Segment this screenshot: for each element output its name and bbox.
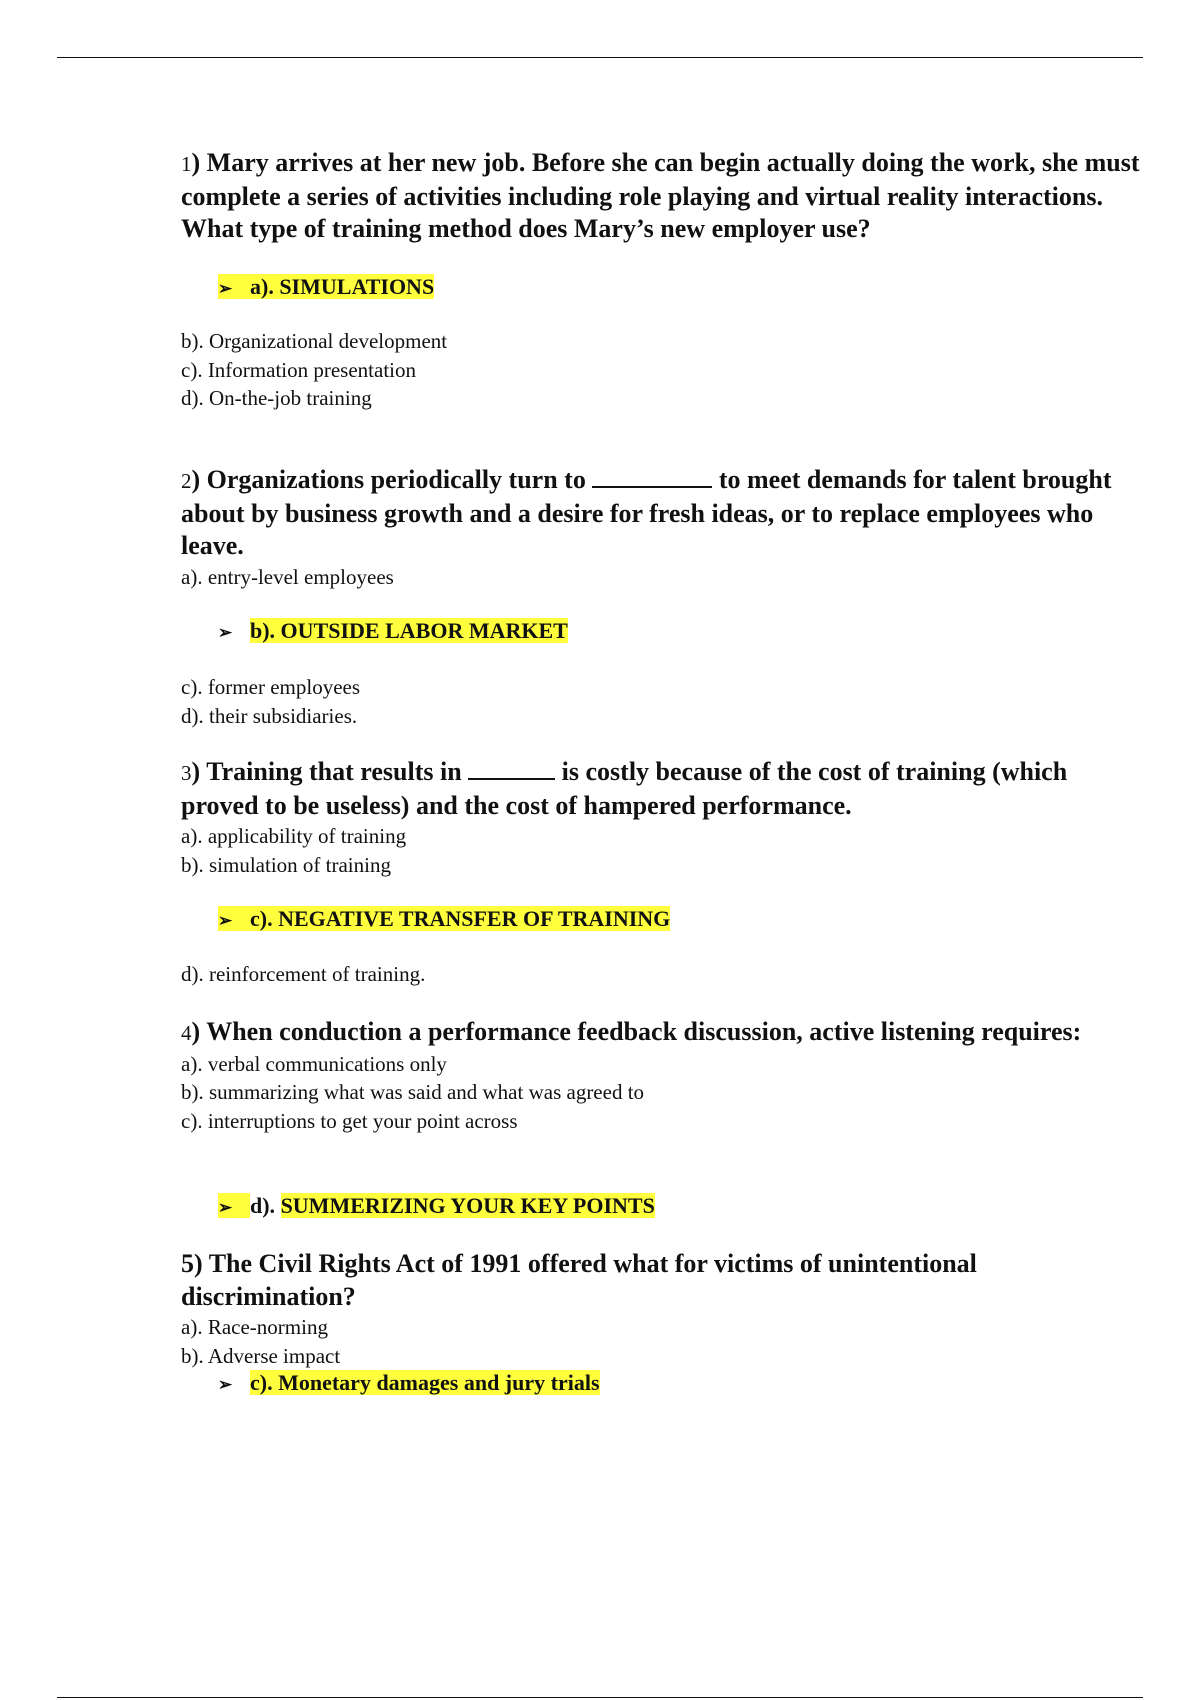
question-1-text: 1) Mary arrives at her new job. Before she can begin actually doing the work, she must complete a series of activities including role playing and virtual reality interactions. What type of training method does Mary’s new employer use?	[181, 148, 1140, 243]
question-1-options	[181, 327, 1141, 413]
arrow-bullet-icon: ➢	[218, 279, 233, 298]
option: c). Information presentation	[181, 357, 416, 382]
question-2-text: 2) Organizations periodically turn to to meet demands for talent brought about by business growth and a desire for fresh ideas, or to replace employees who leave.	[181, 465, 1112, 560]
arrow-bullet-icon: ➢	[218, 1198, 233, 1217]
option: a). Race-norming	[181, 1315, 328, 1339]
option: b). Adverse impact	[181, 1343, 341, 1368]
question-4-correct-answer: ➢ d). SUMMERIZING YOUR KEY POINTS	[218, 1191, 655, 1223]
option: a). verbal communications only	[181, 1051, 447, 1076]
question-3-text: 3) Training that results in is costly because of the cost of training (which proved to be useless) and the cost of hampered performance.	[181, 757, 1068, 820]
top-rule	[57, 57, 1143, 58]
question-5-correct-answer: ➢ c). Monetary damages and jury trials	[218, 1368, 600, 1400]
option: c). former employees	[181, 675, 361, 699]
bottom-rule	[57, 1697, 1143, 1698]
question-2-options	[181, 673, 1141, 730]
question-1	[181, 147, 1141, 246]
option: d). their subsidiaries.	[181, 703, 358, 728]
option: d). reinforcement of training.	[181, 962, 426, 986]
option: b). summarizing what was said and what was agreed to	[181, 1080, 645, 1104]
option: b). simulation of training	[181, 852, 391, 877]
fill-in-blank	[592, 464, 712, 488]
question-5	[181, 1248, 1141, 1370]
arrow-bullet-icon: ➢	[218, 623, 233, 642]
fill-in-blank	[468, 756, 555, 780]
question-1-correct-answer: ➢ a). SIMULATIONS	[218, 272, 434, 304]
option: b). Organizational development	[181, 329, 448, 353]
option: d). On-the-job training	[181, 386, 372, 410]
question-5-text: 5) The Civil Rights Act of 1991 offered what for victims of unintentional discrimination?	[181, 1249, 977, 1311]
arrow-bullet-icon: ➢	[218, 911, 233, 930]
question-2	[181, 464, 1141, 591]
option: a). applicability of training	[181, 824, 407, 848]
question-2-correct-answer: ➢ b). OUTSIDE LABOR MARKET	[218, 616, 568, 648]
question-3-correct-answer: ➢ c). NEGATIVE TRANSFER OF TRAINING	[218, 904, 670, 936]
question-3-options	[181, 960, 1141, 989]
question-4-text: 4) When conduction a performance feedback discussion, active listening requires:	[181, 1017, 1082, 1046]
question-3	[181, 756, 1141, 879]
question-4	[181, 1016, 1141, 1135]
option: a). entry-level employees	[181, 564, 394, 589]
option: c). interruptions to get your point across	[181, 1108, 518, 1133]
arrow-bullet-icon: ➢	[218, 1375, 233, 1394]
